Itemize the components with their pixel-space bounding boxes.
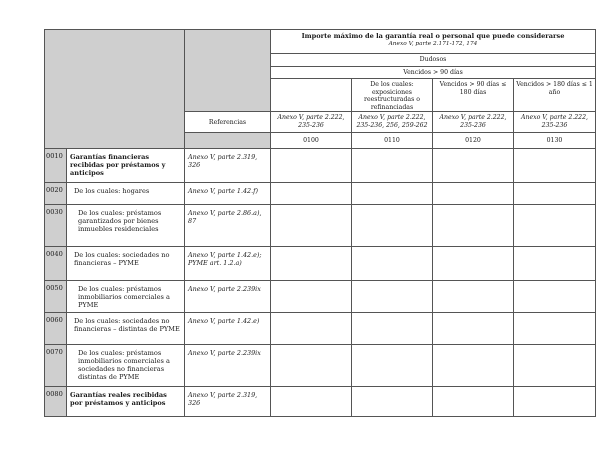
row-reference: Anexo V, parte 2.319, 326 [185, 149, 271, 183]
row-label: De los cuales: sociedades no financieras – distintas de PYME [67, 313, 185, 345]
value-cell[interactable] [271, 345, 352, 387]
value-cell[interactable] [352, 183, 433, 205]
row-code: 0030 [45, 205, 67, 247]
table-row [45, 205, 596, 247]
table-row [45, 149, 596, 183]
table-row [45, 281, 596, 313]
row-label: De los cuales: préstamos inmobiliarios comerciales a PYME [67, 281, 185, 313]
col-label-0100 [271, 79, 352, 112]
value-cell[interactable] [514, 183, 596, 205]
data-table [44, 29, 596, 417]
value-cell[interactable] [352, 313, 433, 345]
row-reference: Anexo V, parte 1.42.e) [185, 313, 271, 345]
value-cell[interactable] [271, 313, 352, 345]
table-row [45, 345, 596, 387]
value-cell[interactable] [433, 247, 514, 281]
row-reference: Anexo V, parte 2.239ix [185, 345, 271, 387]
col-code-0100: 0100 [271, 133, 352, 149]
value-cell[interactable] [433, 205, 514, 247]
value-cell[interactable] [433, 313, 514, 345]
value-cell[interactable] [352, 149, 433, 183]
row-code: 0010 [45, 149, 67, 183]
value-cell[interactable] [514, 345, 596, 387]
row-label: De los cuales: hogares [67, 183, 185, 205]
value-cell[interactable] [514, 247, 596, 281]
col-ref-0110: Anexo V, parte 2.222, 235-236, 256, 259-262 [352, 112, 433, 133]
row-code: 0020 [45, 183, 67, 205]
row-reference: Anexo V, parte 1.42.e); PYME art. 1.2.a) [185, 247, 271, 281]
main-header [271, 30, 596, 54]
row-code: 0040 [45, 247, 67, 281]
col-code-0130: 0130 [514, 133, 596, 149]
table-row [45, 183, 596, 205]
row-code: 0050 [45, 281, 67, 313]
col-code-0110: 0110 [352, 133, 433, 149]
value-cell[interactable] [514, 313, 596, 345]
value-cell[interactable] [352, 281, 433, 313]
value-cell[interactable] [352, 247, 433, 281]
value-cell[interactable] [433, 387, 514, 417]
col-label-0120: Vencidos > 90 días ≤ 180 días [433, 79, 514, 112]
row-label: De los cuales: sociedades no financieras – PYME [67, 247, 185, 281]
value-cell[interactable] [514, 387, 596, 417]
table-row [45, 387, 596, 417]
row-label: Garantías reales recibidas por préstamos y anticipos [67, 387, 185, 417]
value-cell[interactable] [352, 387, 433, 417]
row-reference: Anexo V, parte 2.86.a), 87 [185, 205, 271, 247]
colcode-ref-blank [185, 133, 271, 149]
value-cell[interactable] [352, 205, 433, 247]
row-reference: Anexo V, parte 2.319, 326 [185, 387, 271, 417]
col-code-0120: 0120 [433, 133, 514, 149]
dudosos-header: Dudosos [271, 54, 596, 67]
value-cell[interactable] [271, 205, 352, 247]
value-cell[interactable] [271, 387, 352, 417]
referencias-header: Referencias [185, 112, 271, 133]
col-ref-0120: Anexo V, parte 2.222, 235-236 [433, 112, 514, 133]
row-label: De los cuales: préstamos inmobiliarios comerciales a sociedades no financieras distintas de PYME [67, 345, 185, 387]
main-header-subtitle: Anexo V, parte 2.171-172, 174 [388, 40, 478, 47]
row-code: 0080 [45, 387, 67, 417]
ref-header-blank [185, 30, 271, 112]
col-ref-0100: Anexo V, parte 2.222, 235-236 [271, 112, 352, 133]
value-cell[interactable] [514, 205, 596, 247]
value-cell[interactable] [514, 149, 596, 183]
row-code: 0070 [45, 345, 67, 387]
col-label-0110: De los cuales: exposiciones reestructuradas o refinanciadas [352, 79, 433, 112]
vencidos-header: Vencidos > 90 días [271, 67, 596, 79]
value-cell[interactable] [433, 345, 514, 387]
col-ref-0130: Anexo V, parte 2.222, 235-236 [514, 112, 596, 133]
row-label: Garantías financieras recibidas por préstamos y anticipos [67, 149, 185, 183]
main-header-title: Importe máximo de la garantía real o personal que puede considerarse [301, 32, 565, 40]
col-label-0130: Vencidos > 180 días ≤ 1 año [514, 79, 596, 112]
value-cell[interactable] [271, 183, 352, 205]
value-cell[interactable] [433, 183, 514, 205]
table-row [45, 313, 596, 345]
value-cell[interactable] [514, 281, 596, 313]
row-reference: Anexo V, parte 1.42.f) [185, 183, 271, 205]
table-row [45, 247, 596, 281]
row-label: De los cuales: préstamos garantizados por bienes inmuebles residenciales [67, 205, 185, 247]
value-cell[interactable] [271, 149, 352, 183]
value-cell[interactable] [433, 281, 514, 313]
value-cell[interactable] [433, 149, 514, 183]
value-cell[interactable] [271, 247, 352, 281]
value-cell[interactable] [352, 345, 433, 387]
row-reference: Anexo V, parte 2.239ix [185, 281, 271, 313]
corner-cell [45, 30, 185, 149]
row-code: 0060 [45, 313, 67, 345]
value-cell[interactable] [271, 281, 352, 313]
